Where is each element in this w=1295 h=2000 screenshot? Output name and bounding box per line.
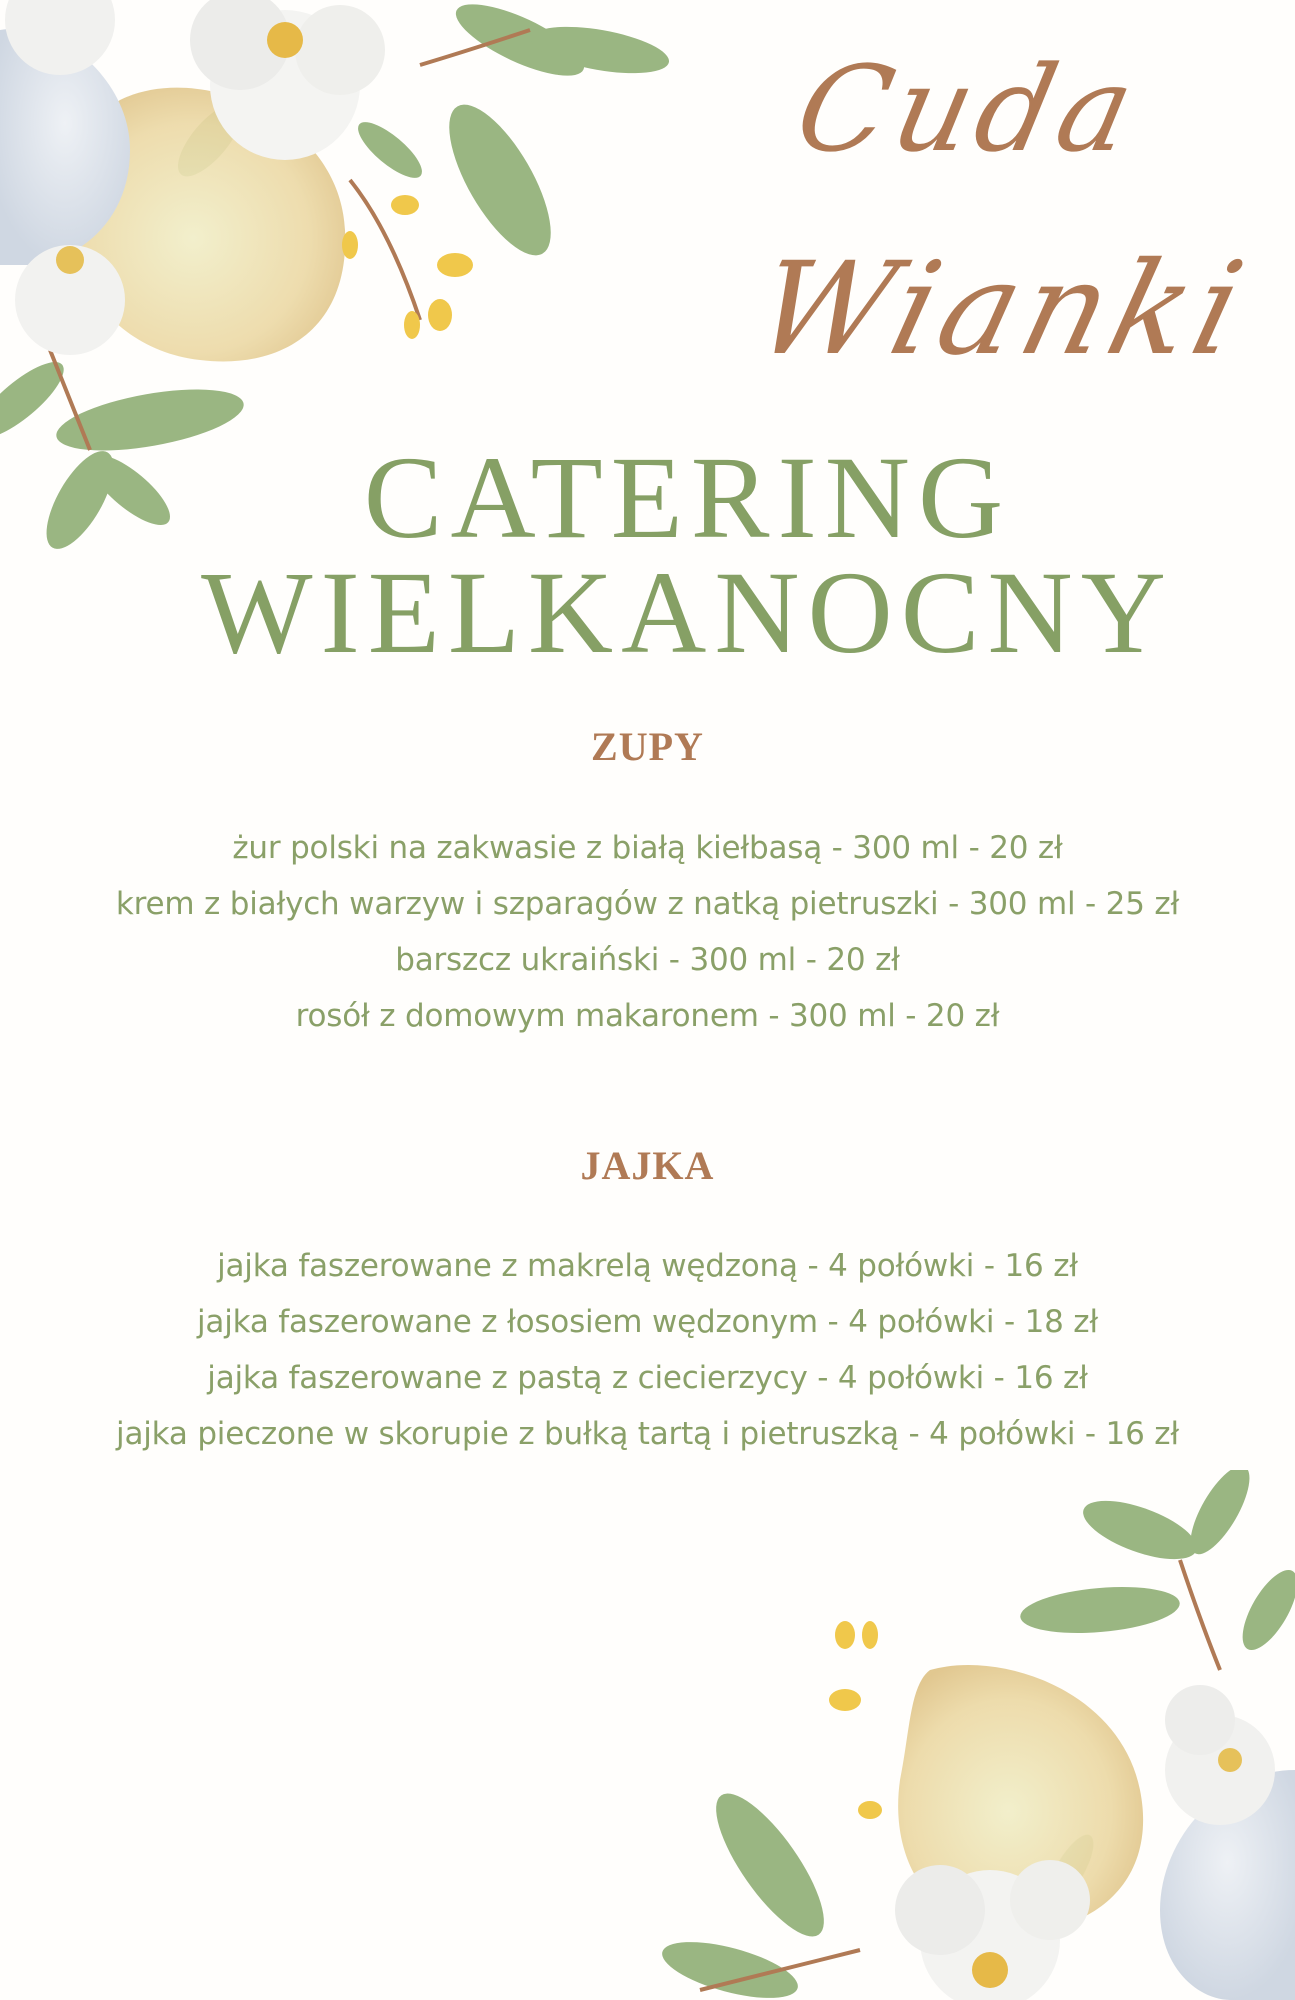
menu-item: jajka pieczone w skorupie z bułką tartą i pietruszką - 4 połówki - 16 zł [116, 1416, 1179, 1452]
section-heading-jajka: JAJKA [580, 1143, 715, 1188]
menu-item: jajka faszerowane z makrelą wędzoną - 4 połówki - 16 zł [217, 1248, 1078, 1284]
menu-item: żur polski na zakwasie z białą kiełbasą - 300 ml - 20 zł [232, 830, 1063, 866]
menu-item: jajka faszerowane z pastą z ciecierzycy - 4 połówki - 16 zł [207, 1360, 1088, 1396]
brand-logo [741, 20, 1263, 420]
brand-line-2: Wianki [741, 235, 1263, 384]
menu-item: krem z białych warzyw i szparagów z natką pietruszki - 300 ml - 25 zł [115, 886, 1180, 922]
section-items-jajka [0, 1238, 1295, 1462]
brand-line-1: Cuda [785, 40, 1151, 178]
section-items-zupy [0, 820, 1295, 1044]
section-heading-zupy: ZUPY [591, 724, 704, 769]
menu-item: barszcz ukraiński - 300 ml - 20 zł [395, 942, 900, 978]
menu-item: rosół z domowym makaronem - 300 ml - 20 zł [295, 998, 1000, 1034]
floral-decoration-bottom-right [580, 1470, 1295, 2000]
title-line-2: WIELKANOCNY [201, 547, 1174, 678]
title-line-1: CATERING [363, 432, 1012, 563]
menu-item: jajka faszerowane z łososiem wędzonym - 4 połówki - 18 zł [197, 1304, 1098, 1340]
